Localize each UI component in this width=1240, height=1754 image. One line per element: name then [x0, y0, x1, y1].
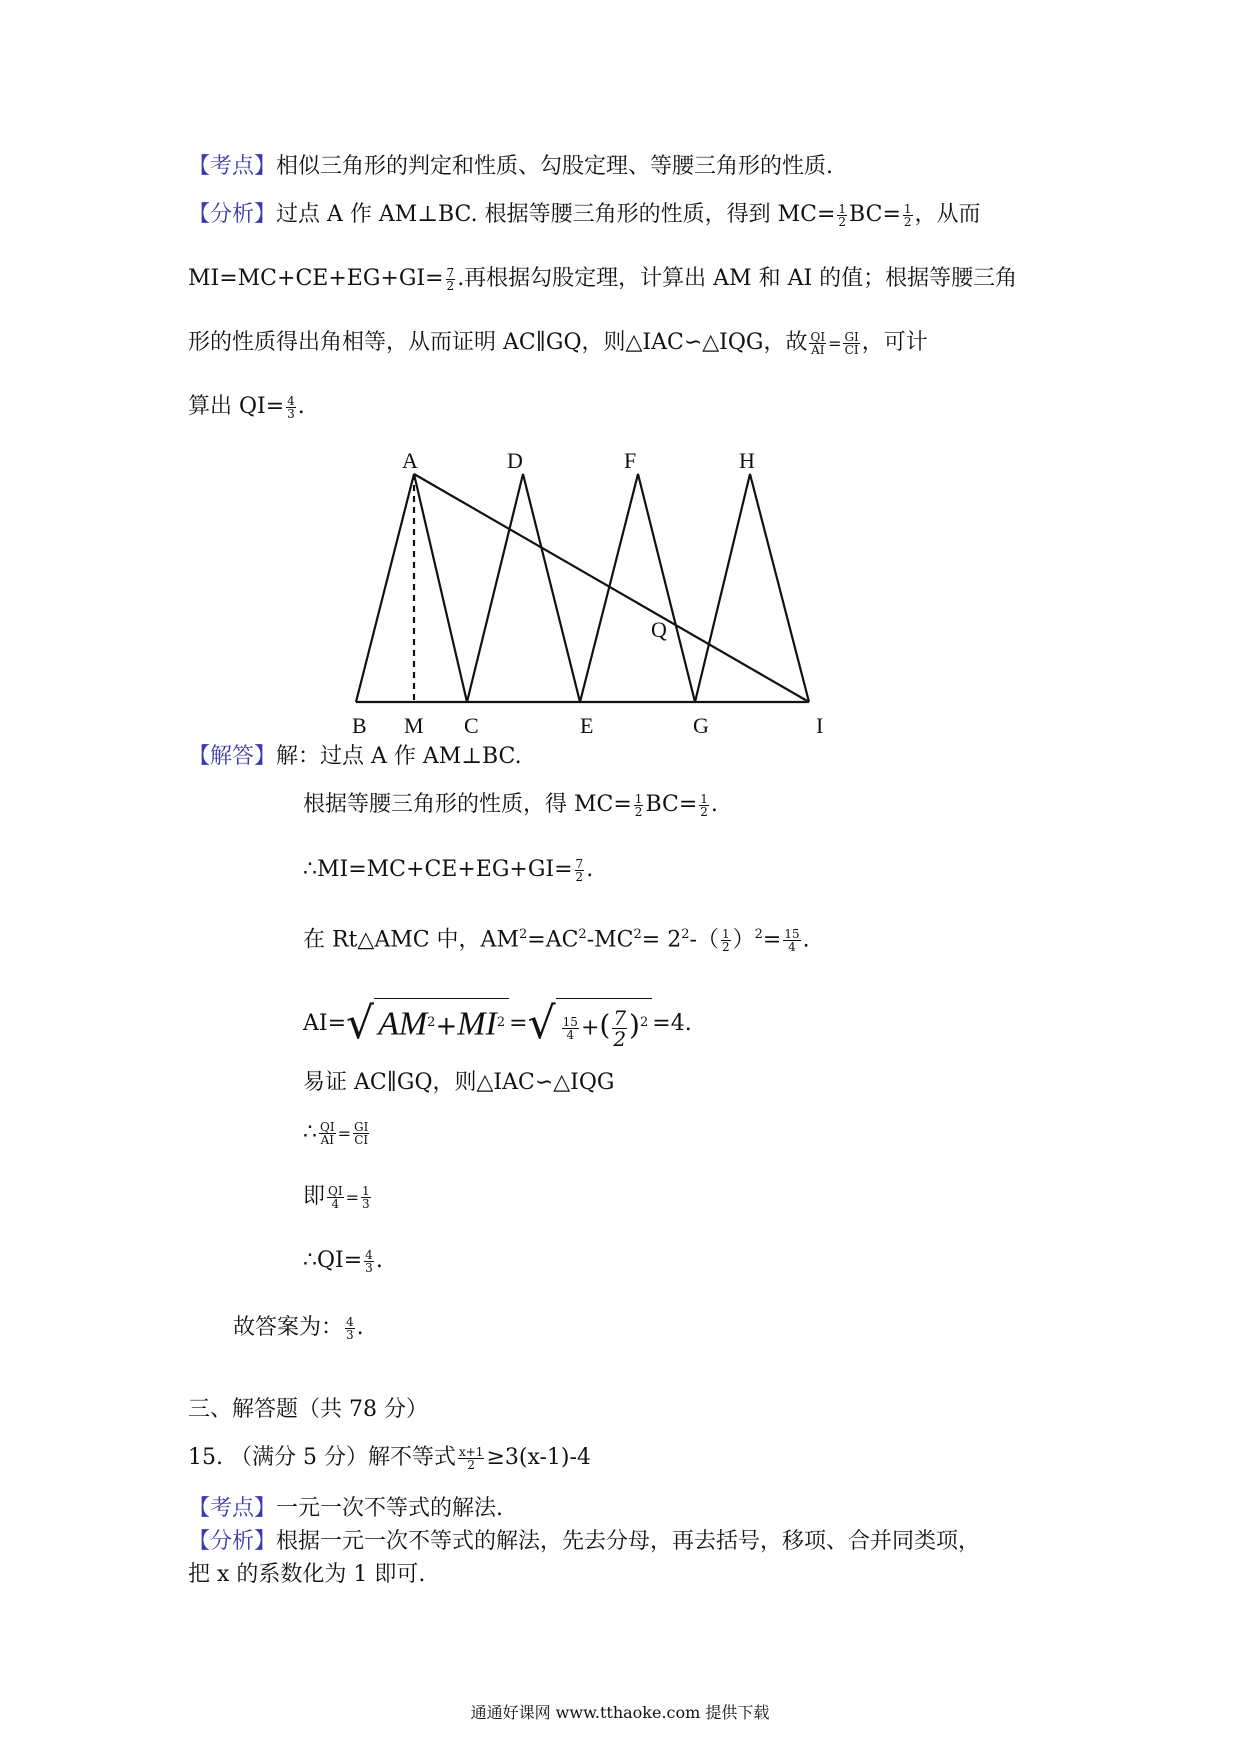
fraction: $\frac{QI}{AI}$	[320, 1119, 335, 1147]
fraction: $\frac{1}{2}$	[634, 791, 643, 819]
fraction: $\frac{4}{3}$	[287, 393, 295, 421]
label-i: I	[816, 713, 824, 738]
fraction: $\frac{GI}{CI}$	[844, 329, 859, 357]
fenxi-line-1	[188, 200, 981, 230]
label-g: G	[693, 713, 709, 738]
jieda-tag: 【解答】	[188, 744, 277, 769]
kaodian-text: 相似三角形的判定和性质、勾股定理、等腰三角形的性质.	[276, 154, 834, 179]
fraction: $\frac{1}{2}$	[721, 926, 730, 954]
fraction: $\frac{GI}{CI}$	[353, 1119, 369, 1147]
fenxi-text: MI=MC+CE+EG+GI=	[188, 266, 444, 291]
fenxi-text: .再根据勾股定理，计算出 AM 和 AI 的值；根据等腰三角	[457, 266, 1018, 291]
fraction: $\frac{7}{2}$	[446, 265, 455, 293]
fraction: $\frac{4}{3}$	[346, 1314, 354, 1342]
page-footer: 通通好课网 www.tthaoke.com 提供下载	[470, 1703, 770, 1722]
jieda-line-2: ∴MI=MC+CE+EG+GI= $\frac{7}{2}$ .	[303, 856, 594, 884]
zigzag-line	[356, 474, 809, 702]
fraction: $\frac{4}{3}$	[365, 1247, 373, 1275]
jieda-text: 解：过点 A 作 AM⊥BC.	[276, 744, 522, 769]
label-c: C	[464, 713, 479, 738]
kaodian-tag: 【考点】	[188, 1496, 277, 1521]
jieda-line-5: 易证 AC∥GQ，则△IAC∽△IQG	[303, 1070, 615, 1095]
jieda-line-7: 即 $\frac{QI}{4}$ = $\frac{1}{3}$	[303, 1183, 370, 1211]
fenxi-text: 形的性质得出角相等，从而证明 AC∥GQ，则△IAC∽△IQG，故	[188, 330, 808, 355]
line-ai	[414, 474, 809, 702]
fraction: $\frac{1}{2}$	[838, 201, 847, 229]
geometry-figure	[340, 450, 840, 740]
fenxi-line-3: 形的性质得出角相等，从而证明 AC∥GQ，则△IAC∽△IQG，故 $\frac{QI}{AI}$ = $\frac{GI}{CI}$ ，可计	[188, 329, 928, 357]
fraction: $\frac{7}{2}$	[575, 856, 584, 884]
fenxi-line-4	[188, 392, 305, 422]
sqrt-expression: √ $AM^2+MI^2$	[346, 998, 509, 1050]
sqrt-expression: √ $\frac{15}{4}$ +( $\frac{7}{2}$ )$^2$	[528, 998, 653, 1050]
fenxi-tag: 【分析】	[188, 202, 277, 227]
label-m: M	[404, 713, 424, 738]
jieda-line-4: AI=√ $AM^2+MI^2$ =√ $\frac{15}{4}$ +( $\frac{7}{2}$ )$^2$ =4.	[303, 998, 692, 1051]
label-q: Q	[651, 617, 667, 642]
fenxi-text: 过点 A 作 AM⊥BC. 根据等腰三角形的性质，得到 MC=	[276, 202, 836, 227]
kaodian-tag: 【考点】	[188, 154, 277, 179]
fenxi-text: .	[297, 394, 305, 419]
fenxi2-line-1: 【分析】根据一元一次不等式的解法，先去分母，再去括号，移项、合并同类项，	[188, 1529, 981, 1554]
jieda-line-0	[188, 742, 522, 772]
fenxi-text: ，可计	[861, 330, 928, 355]
fenxi-text: 算出 QI=	[188, 394, 285, 419]
figure-lines	[356, 474, 809, 702]
fenxi2-line-2: 把 x 的系数化为 1 即可.	[188, 1562, 426, 1587]
section-title: 三、解答题（共 78 分）	[188, 1397, 428, 1422]
label-h: H	[739, 450, 755, 473]
jieda-line-3: 在 Rt△AMC 中，$AM^2=AC^2-MC^2= 2^2-$（ $\frac{1}{2}$ ）$^2$= $\frac{15}{4}$ .	[303, 926, 810, 954]
fraction: $\frac{1}{2}$	[903, 201, 912, 229]
label-a: A	[402, 450, 418, 473]
fenxi-text: ，从而	[914, 202, 981, 227]
fraction: $\frac{15}{4}$	[784, 926, 800, 954]
answer-line: 故答案为： $\frac{4}{3}$ .	[233, 1314, 364, 1342]
fenxi-line-2	[188, 264, 1017, 294]
label-d: D	[507, 450, 523, 473]
label-b: B	[352, 713, 367, 738]
kaodian-line-2: 【考点】一元一次不等式的解法.	[188, 1496, 504, 1521]
fraction: $\frac{1}{3}$	[362, 1183, 370, 1211]
fraction: $\frac{QI}{AI}$	[810, 329, 826, 357]
jieda-line-1: 根据等腰三角形的性质，得 MC= $\frac{1}{2}$ BC= $\frac{1}{2}$ .	[303, 791, 718, 819]
question-15: 15. （满分 5 分）解不等式 $\frac{x+1}{2}$ ≥3(x-1)-4	[188, 1444, 591, 1472]
jieda-line-8: ∴QI= $\frac{4}{3}$ .	[303, 1247, 383, 1275]
kaodian-line-1	[188, 152, 833, 182]
fenxi-tag: 【分析】	[188, 1529, 277, 1554]
label-f: F	[624, 450, 637, 473]
fraction: $\frac{x+1}{2}$	[458, 1444, 484, 1472]
fraction: $\frac{1}{2}$	[700, 791, 708, 819]
fraction: $\frac{QI}{4}$	[328, 1183, 343, 1211]
fenxi-text: BC=	[849, 202, 901, 227]
jieda-line-6: ∴ $\frac{QI}{AI}$ = $\frac{GI}{CI}$	[303, 1119, 369, 1147]
label-e: E	[580, 713, 594, 738]
